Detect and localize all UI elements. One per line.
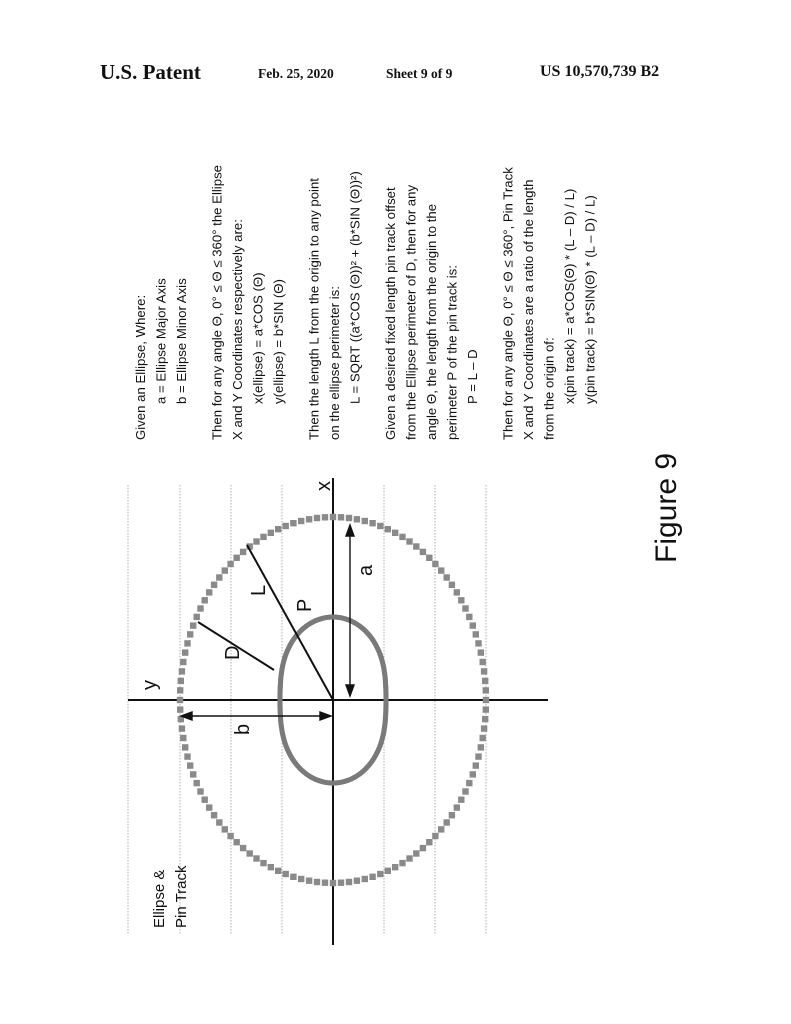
equation-text-line: a = Ellipse Major Axis [153, 278, 169, 404]
ellipse-dot [290, 520, 296, 526]
ellipse-dot [346, 879, 352, 885]
ellipse-dot [458, 797, 464, 803]
equation-text-line: on the ellipse perimeter is: [327, 286, 342, 440]
ellipse-dot [444, 819, 450, 825]
ellipse-dot [362, 518, 368, 524]
equation-text-line: perimeter P of the pin track is: [444, 265, 460, 440]
equation-text-line: b = Ellipse Minor Axis [174, 278, 189, 404]
ellipse-dot [362, 876, 368, 882]
ellipse-dot [227, 561, 233, 567]
ellipse-dot [283, 871, 289, 877]
ellipse-dot [180, 735, 186, 741]
label-D: D [222, 645, 244, 660]
ellipse-dot [470, 622, 476, 628]
ellipse-dot [354, 878, 360, 884]
ellipse-dot [178, 678, 184, 684]
ellipse-dot [482, 678, 488, 684]
ellipse-dot [481, 668, 487, 674]
ellipse-dot [234, 839, 240, 845]
ellipse-dot [197, 605, 203, 611]
ellipse-dot [187, 631, 193, 637]
ellipse-dot [298, 518, 304, 524]
ellipse-dot [432, 561, 438, 567]
ellipse-dot [247, 850, 253, 856]
ellipse-dot [406, 855, 412, 861]
ellipse-dot [444, 574, 450, 580]
equation-text-line: P = L – D [465, 349, 480, 404]
ellipse-dot [202, 597, 208, 603]
ellipse-dot [392, 864, 398, 870]
ellipse-dot [338, 880, 344, 886]
ellipse-dot [473, 631, 479, 637]
equation-text-line: y(pin track) = b*SIN(Θ) * (L – D) / L) [582, 195, 598, 404]
ellipse-dot [275, 526, 281, 532]
ellipse-dot [420, 549, 426, 555]
ellipse-dot [369, 874, 375, 880]
ellipse-dot [184, 640, 190, 646]
figure-title-line2: Pin Track [173, 865, 190, 928]
ellipse-dot [194, 614, 200, 620]
equation-text-line: Given an Ellipse, Where: [133, 294, 148, 440]
equation-text-line: y(ellipse) = b*SIN (Θ) [271, 279, 286, 404]
pin-track-dot [383, 696, 388, 701]
ellipse-dot [432, 833, 438, 839]
ellipse-dot [206, 804, 212, 810]
ellipse-dot [177, 687, 183, 693]
ellipse-dot [475, 640, 481, 646]
ellipse-dot [197, 788, 203, 794]
ellipse-dot [480, 659, 486, 665]
ellipse-dot [190, 622, 196, 628]
ellipse-dot [454, 589, 460, 595]
ellipse-dot [420, 845, 426, 851]
ellipse-dot [253, 855, 259, 861]
ellipse-dot [346, 515, 352, 521]
ellipse-dot [268, 864, 274, 870]
equation-text-line: from the origin of: [541, 337, 557, 440]
ellipse-dot [290, 874, 296, 880]
ellipse-dot [253, 538, 259, 544]
ellipse-dot [177, 697, 183, 703]
ellipse-dot [182, 744, 188, 750]
ellipse-dot [190, 771, 196, 777]
equation-text-line: x(pin track) = a*COS(Θ) * (L – D) / L) [562, 188, 577, 404]
ellipse-dot [392, 530, 398, 536]
ellipse-dot [385, 526, 391, 532]
length-L-line [247, 545, 333, 700]
figure-caption: Figure 9 [650, 452, 683, 563]
ellipse-dot [182, 649, 188, 655]
equation-text-line: Given a desired fixed length pin track offset [383, 187, 398, 440]
ellipse-dot [480, 735, 486, 741]
equation-text-line: from the Ellipse perimeter of D, then for any [403, 184, 419, 440]
ellipse-dot [275, 868, 281, 874]
ellipse-dot [478, 744, 484, 750]
ellipse-dot [385, 868, 391, 874]
ellipse-dot [322, 880, 328, 886]
ellipse-dot [413, 850, 419, 856]
ellipse-dot [449, 582, 455, 588]
equation-text-line: Then the length L from the origin to any point [306, 178, 322, 440]
equation-text-line: L = SQRT ((a*COS (Θ))² + (b*SIN (Θ))²) [347, 171, 363, 404]
ellipse-dot [298, 876, 304, 882]
dimension-b-arrow [181, 712, 331, 720]
ellipse-dot [470, 771, 476, 777]
patent-number: US 10,570,739 B2 [540, 63, 660, 80]
ellipse-dot [260, 860, 266, 866]
ellipse-dot [475, 753, 481, 759]
ellipse-dot [234, 555, 240, 561]
ellipse-dot [330, 880, 336, 886]
ellipse-dot [211, 812, 217, 818]
ellipse-dot [306, 516, 312, 522]
patent-label: U.S. Patent [100, 60, 201, 84]
equation-text-line: angle Θ, the length from the origin to the [424, 203, 439, 440]
equation-text-line: Then for any angle Θ, 0° ≤ Θ ≤ 360° the Ellipse [209, 165, 225, 440]
ellipse-dot [314, 515, 320, 521]
ellipse-dot [462, 605, 468, 611]
ellipse-dot [473, 762, 479, 768]
equation-text-line: X and Y Coordinates respectively are: [230, 219, 245, 440]
ellipse-dot [483, 697, 489, 703]
ellipse-dot [482, 716, 488, 722]
sheet-number: Sheet 9 of 9 [386, 66, 453, 81]
ellipse-dot [449, 812, 455, 818]
equations-text [133, 165, 598, 440]
label-b: b [232, 723, 254, 735]
ellipse-dot [177, 706, 183, 712]
ellipse-dot [240, 845, 246, 851]
ellipse-dot [454, 804, 460, 810]
figure-title-line1: Ellipse & [151, 869, 168, 928]
ellipse-dot [478, 649, 484, 655]
ellipse-dot [194, 780, 200, 786]
equation-text-line: x(ellipse) = a*COS (Θ) [250, 272, 266, 404]
patent-date: Feb. 25, 2020 [258, 66, 334, 81]
y-axis-label: y [139, 680, 161, 690]
ellipse-dot [211, 582, 217, 588]
ellipse-dot [268, 530, 274, 536]
ellipse-dot [338, 514, 344, 520]
ellipse-dot [399, 860, 405, 866]
label-a: a [355, 564, 377, 576]
equation-text-line: Then for any angle Θ, 0° ≤ Θ ≤ 360°, Pin Track [500, 167, 516, 440]
ellipse-dot [406, 538, 412, 544]
ellipse-dot [466, 614, 472, 620]
ellipse-dot [481, 725, 487, 731]
label-L: L [248, 584, 270, 596]
ellipse-dot [180, 659, 186, 665]
ellipse-dot [187, 762, 193, 768]
ellipse-dot [399, 534, 405, 540]
ellipse-dot [483, 706, 489, 712]
ellipse-dot [227, 833, 233, 839]
ellipse-dot [283, 523, 289, 529]
ellipse-dot [377, 523, 383, 529]
ellipse-dot [458, 597, 464, 603]
ellipse-dot [260, 534, 266, 540]
ellipse-dot [426, 839, 432, 845]
ellipse-dot [438, 567, 444, 573]
equation-text-line: X and Y Coordinates are a ratio of the length [521, 179, 536, 440]
label-P: P [294, 598, 316, 612]
ellipse-dot [240, 549, 246, 555]
ellipse-dot [184, 753, 190, 759]
dimension-a-arrow [346, 525, 354, 696]
ellipse-dot [354, 516, 360, 522]
ellipse-dot [306, 878, 312, 884]
ellipse-dot [462, 788, 468, 794]
ellipse-dot [216, 819, 222, 825]
ellipse-dot [222, 567, 228, 573]
ellipse-dot [369, 520, 375, 526]
x-axis-label: x [313, 481, 335, 491]
ellipse-dot [314, 879, 320, 885]
ellipse-dot [179, 668, 185, 674]
ellipse-dot [206, 589, 212, 595]
ellipse-dot [222, 826, 228, 832]
ellipse-dot [216, 574, 222, 580]
ellipse-dot [377, 871, 383, 877]
ellipse-dot [202, 797, 208, 803]
ellipse-dot [179, 725, 185, 731]
ellipse-dot [466, 780, 472, 786]
ellipse-dot [426, 555, 432, 561]
ellipse-dot [483, 687, 489, 693]
ellipse-dot [330, 514, 336, 520]
ellipse-dot [413, 543, 419, 549]
ellipse-dot [322, 514, 328, 520]
ellipse-dot [438, 826, 444, 832]
